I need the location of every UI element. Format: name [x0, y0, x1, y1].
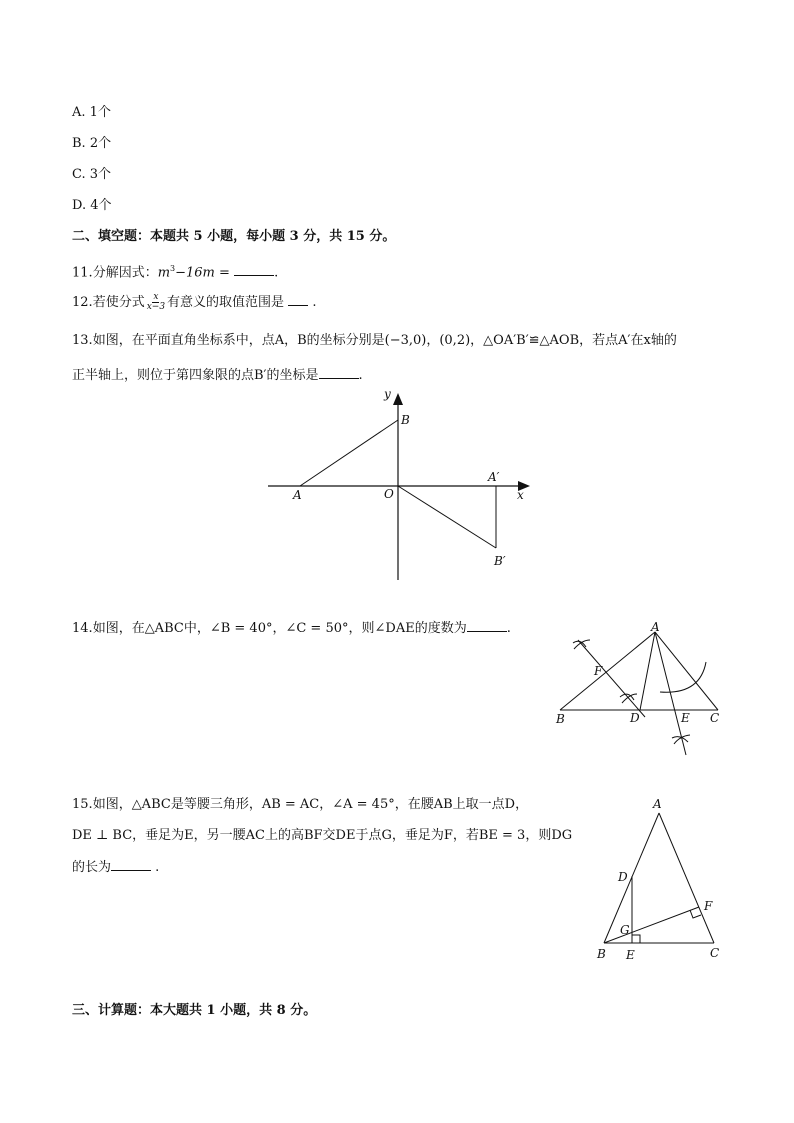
label-a: A	[653, 797, 662, 811]
label-b-prime: B′	[494, 554, 506, 568]
label-f: F	[594, 664, 603, 678]
label-x: x	[517, 488, 524, 502]
fraction: $\frac{x}{x-3}$	[146, 292, 166, 312]
label-c: C	[710, 711, 720, 725]
question-14: 14.如图，在△ABC中，∠B = 40°，∠C = 50°，则∠DAE的度数为 .	[72, 621, 511, 636]
option-a: A. 1个	[72, 105, 111, 120]
label-d: D	[630, 711, 640, 725]
label-a: A	[293, 488, 302, 502]
label-c: C	[710, 946, 720, 960]
triangle-figure-15	[596, 797, 719, 962]
label-b: B	[401, 413, 410, 427]
label-a: A	[651, 620, 660, 634]
option-b: B. 2个	[72, 136, 112, 151]
question-15-line-2: DE ⊥ BC，垂足为E，另一腰AC上的高BF交DE于点G，垂足为F，若BE = 3，则DG	[72, 828, 573, 843]
label-e: E	[681, 711, 690, 725]
label-d: D	[618, 870, 628, 884]
option-c: C. 3个	[72, 167, 112, 182]
label-a-prime: A′	[488, 470, 500, 484]
label-y: y	[384, 387, 391, 401]
question-12: 12.若使分式 $\frac{x}{x-3}$ 有意义的取值范围是 .	[72, 292, 317, 312]
label-b: B	[556, 712, 565, 726]
option-d: D. 4个	[72, 198, 112, 213]
answer-blank[interactable]	[467, 619, 507, 632]
answer-blank[interactable]	[111, 858, 151, 871]
triangle-figure-14	[555, 620, 719, 755]
section-2-heading: 二、填空题：本题共 5 小题，每小题 3 分，共 15 分。	[72, 229, 396, 244]
question-13-line-1: 13.如图，在平面直角坐标系中，点A，B的坐标分别是(−3,0)，(0,2)，△OA′B′≌△AOB，若点A′在x轴的	[72, 333, 677, 348]
label-g: G	[620, 923, 630, 937]
label-o: O	[384, 487, 394, 501]
section-3-heading: 三、计算题：本大题共 1 小题，共 8 分。	[72, 1003, 317, 1018]
question-11: 11.分解因式：$m^3-16m$ = .	[72, 264, 279, 281]
question-13-line-2: 正半轴上，则位于第四象限的点B′的坐标是 .	[72, 368, 363, 383]
y-axis-arrow-icon	[393, 393, 403, 405]
label-f: F	[704, 899, 713, 913]
label-e: E	[626, 948, 635, 962]
question-15-line-1: 15.如图，△ABC是等腰三角形，AB = AC，∠A = 45°，在腰AB上取一点D，	[72, 797, 529, 812]
question-15-line-3: 的长为 .	[72, 860, 160, 875]
label-b: B	[597, 947, 606, 961]
